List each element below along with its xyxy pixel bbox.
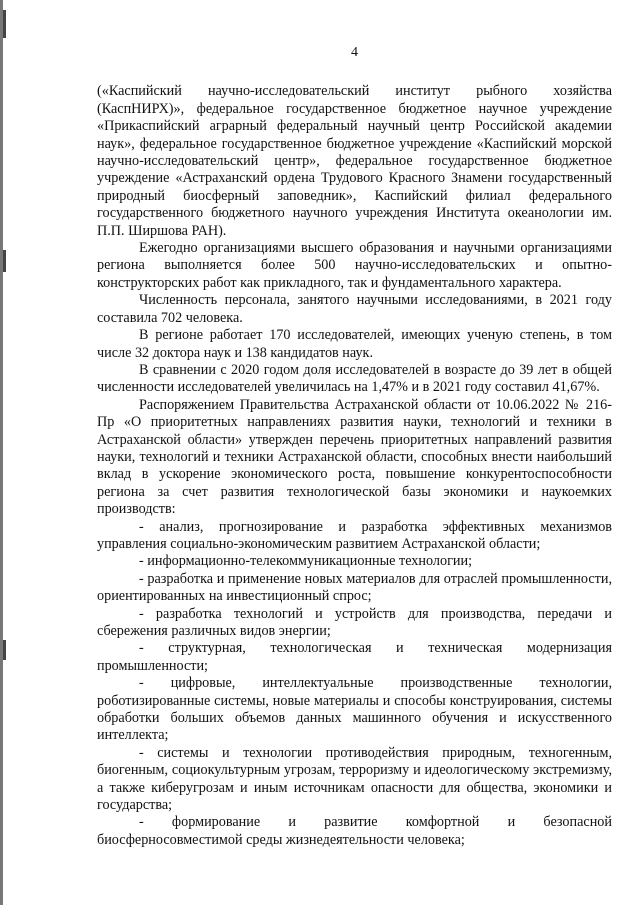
list-item: - разработка и применение новых материалов для отраслей промышленности, ориентированных на инвестиционный спрос; [97, 570, 612, 605]
paragraph: («Каспийский научно-исследовательский институт рыбного хозяйства (КаспНИРХ)», федеральное государственное бюджетное научное учреждение «Прикаспийский аграрный федеральный научный центр Российской академии наук», федеральное государственное бюджетное учреждение «Каспийский морской научно-исследовательский центр», федеральное государственное бюджетное учреждение «Астраханский ордена Трудового Красного Знамени государственный природный биосферный заповедник», Каспийский филиал федерального государственного бюджетного научного учреждения Института океанологии им. П.П. Ширшова РАН). [97, 83, 612, 239]
scan-artifact [3, 640, 6, 660]
list-item: - цифровые, интеллектуальные производственные технологии, роботизированные системы, новые материалы и способы конструирования, системы обработки больших объемов данных машинного обучения и искусственного интеллекта; [97, 675, 612, 744]
list-item: - анализ, прогнозирование и разработка эффективных механизмов управления социально-экономическим развитием Астраханской области; [97, 518, 612, 552]
list-item: - системы и технологии противодействия природным, техногенным, биогенным, социокультурным угрозам, терроризму и идеологическому экстремизму, а также киберугрозам и иным источникам опасности для общества, экономики и государства; [97, 744, 612, 814]
paragraph: Численность персонала, занятого научными исследованиями, в 2021 году составила 702 человека. [97, 292, 612, 326]
scan-artifact [3, 250, 6, 272]
scan-artifact [3, 10, 6, 38]
list-item: - структурная, технологическая и техническая модернизация промышленности; [97, 640, 612, 674]
page-number: 4 [351, 45, 358, 60]
paragraph: Ежегодно организациями высшего образования и научными организациями региона выполняется более 500 научно-исследовательских и опытно-конструкторских работ как прикладного, так и фундаментального характера. [97, 240, 612, 291]
page-binding-edge [0, 0, 3, 905]
document-page [97, 44, 612, 849]
list-item: - разработка технологий и устройств для производства, передачи и сбережения различных видов энергии; [97, 605, 612, 639]
paragraph: В сравнении с 2020 годом доля исследователей в возрасте до 39 лет в общей численности исследователей увеличилась на 1,47% и в 2021 году составил 41,67%. [97, 361, 612, 396]
list-item: - формирование и развитие комфортной и безопасной биосферносовместимой среды жизнедеятельности человека; [97, 814, 612, 848]
list-item: - информационно-телекоммуникационные технологии; [139, 553, 473, 570]
paragraph: Распоряжением Правительства Астраханской области от 10.06.2022 № 216-Пр «О приоритетных направлениях развития науки, технологий и техники в Астраханской области» утвержден перечень приоритетных направлений развития науки, технологий и техники Астраханской области, способных внести наибольший вклад в ускорение экономического роста, повышение конкурентоспособности региона за счет развития технологической базы экономики и наукоемких производств: [97, 396, 612, 518]
paragraph: В регионе работает 170 исследователей, имеющих ученую степень, в том числе 32 доктора наук и 138 кандидатов наук. [97, 327, 612, 361]
